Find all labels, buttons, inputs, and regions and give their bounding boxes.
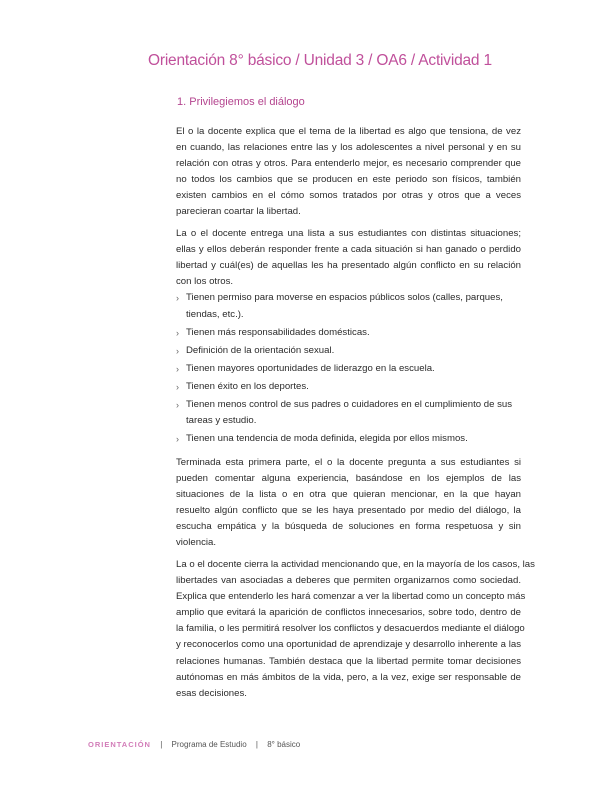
paragraph-line: ellas y ellos deberán responder frente a cada situación si han ganado o perdido bbox=[176, 244, 521, 256]
paragraph-line: resuelto algún conflicto que se les haya presentado por medio del diálogo, la bbox=[176, 505, 521, 517]
list-item bbox=[176, 343, 521, 360]
footer-separator: | bbox=[255, 740, 258, 749]
list-item-text: Tienen éxito en los deportes. bbox=[186, 380, 309, 392]
list-item-text: Tienen una tendencia de moda definida, elegida por ellos mismos. bbox=[186, 433, 468, 444]
paragraph-line: autónomas en más ámbitos de la vida, pero, a la vez, exige ser responsable de bbox=[176, 671, 521, 683]
paragraph-line: escucha empática y la búsqueda de soluciones en forma respetuosa y sin bbox=[176, 521, 521, 533]
paragraph-line: La o el docente entrega una lista a sus estudiantes con distintas situaciones; bbox=[176, 228, 521, 239]
paragraph-line: libertades van asociadas a deberes que permiten organizarnos como sociedad. bbox=[176, 575, 521, 587]
chevron-right-icon: › bbox=[176, 293, 179, 303]
paragraph-line: no todos los cambios que se producen en este periodo son físicos, también bbox=[176, 174, 521, 186]
paragraph-line: y reconocerlos como una oportunidad de aprendizaje y desarrollo inherente a las bbox=[176, 639, 521, 651]
paragraph-1 bbox=[176, 124, 521, 221]
page-title: Orientación 8° básico / Unidad 3 / OA6 / Actividad 1 bbox=[148, 52, 492, 69]
list-item-text: Tienen más responsabilidades domésticas. bbox=[186, 326, 370, 338]
paragraph-line: relación con otras y otros. Para entenderlo mejor, es necesario comprender que bbox=[176, 158, 521, 170]
list-item bbox=[176, 379, 521, 396]
list-item bbox=[176, 325, 521, 342]
paragraph-line: situaciones de la lista o en otra que quieran mencionar, en la que hayan bbox=[176, 489, 521, 501]
list-item-text: Definición de la orientación sexual. bbox=[186, 344, 335, 356]
footer-subject: ORIENTACIÓN bbox=[88, 740, 151, 749]
paragraph-line: con los otros. bbox=[176, 276, 234, 288]
list-item-text: Tienen menos control de sus padres o cuidadores en el cumplimiento de sus tareas y estudio. bbox=[186, 398, 513, 426]
chevron-right-icon: › bbox=[176, 381, 179, 392]
paragraph-2 bbox=[176, 226, 521, 290]
chevron-right-icon: › bbox=[176, 434, 179, 444]
list-item bbox=[176, 431, 521, 448]
paragraph-3 bbox=[176, 455, 521, 552]
footer-grade: 8° básico bbox=[267, 740, 301, 749]
paragraph-line: parecieran coartar la libertad. bbox=[176, 206, 301, 218]
list-item-text: Tienen permiso para moverse en espacios públicos solos (calles, parques, tiendas, etc.). bbox=[186, 292, 503, 320]
paragraph-line: existen cambios en el cómo somos tratados por otras y otros que a veces bbox=[176, 190, 521, 202]
paragraph-line: la familia, o les permitirá resolver los conflictos y desacuerdos mediante el diálogo bbox=[176, 623, 525, 635]
paragraph-line: amplio que evitará la aparición de conflictos innecesarios, sobre todo, dentro de bbox=[176, 607, 521, 619]
paragraph-line: La o el docente cierra la actividad mencionando que, en la mayoría de los casos, las bbox=[176, 559, 535, 570]
chevron-right-icon: › bbox=[176, 363, 179, 374]
list-item bbox=[176, 361, 521, 378]
chevron-right-icon: › bbox=[176, 327, 179, 338]
paragraph-4 bbox=[176, 557, 535, 702]
paragraph-line: en cuando, las relaciones entre las y los adolescentes a nivel personal y en su bbox=[176, 142, 521, 154]
paragraph-line: pueden comentar alguna experiencia, basándose en los ejemplos de las bbox=[176, 473, 521, 485]
paragraph-line: violencia. bbox=[176, 537, 216, 549]
situations-list bbox=[176, 290, 521, 449]
paragraph-line: esas decisiones. bbox=[176, 687, 247, 699]
chevron-right-icon: › bbox=[176, 399, 179, 410]
page-footer bbox=[88, 740, 300, 749]
paragraph-line: Explica que entenderlo les hará comenzar a ver la libertad como un concepto más bbox=[176, 591, 526, 603]
paragraph-line: relaciones humanas. También destaca que la libertad permite tomar decisiones bbox=[176, 655, 521, 667]
list-item-text: Tienen mayores oportunidades de liderazgo en la escuela. bbox=[186, 362, 435, 374]
paragraph-line: Terminada esta primera parte, el o la docente pregunta a sus estudiantes si bbox=[176, 457, 521, 468]
footer-separator: | bbox=[160, 740, 163, 749]
section-heading: 1. Privilegiemos el diálogo bbox=[177, 96, 305, 108]
list-item bbox=[176, 397, 521, 430]
paragraph-line: El o la docente explica que el tema de la libertad es algo que tensiona, de vez bbox=[176, 126, 521, 137]
list-item bbox=[176, 290, 521, 323]
chevron-right-icon: › bbox=[176, 345, 179, 356]
footer-program: Programa de Estudio bbox=[171, 740, 247, 749]
paragraph-line: libertad y cuál(es) de aquellas les ha presentado algún conflicto en su relación bbox=[176, 260, 521, 272]
